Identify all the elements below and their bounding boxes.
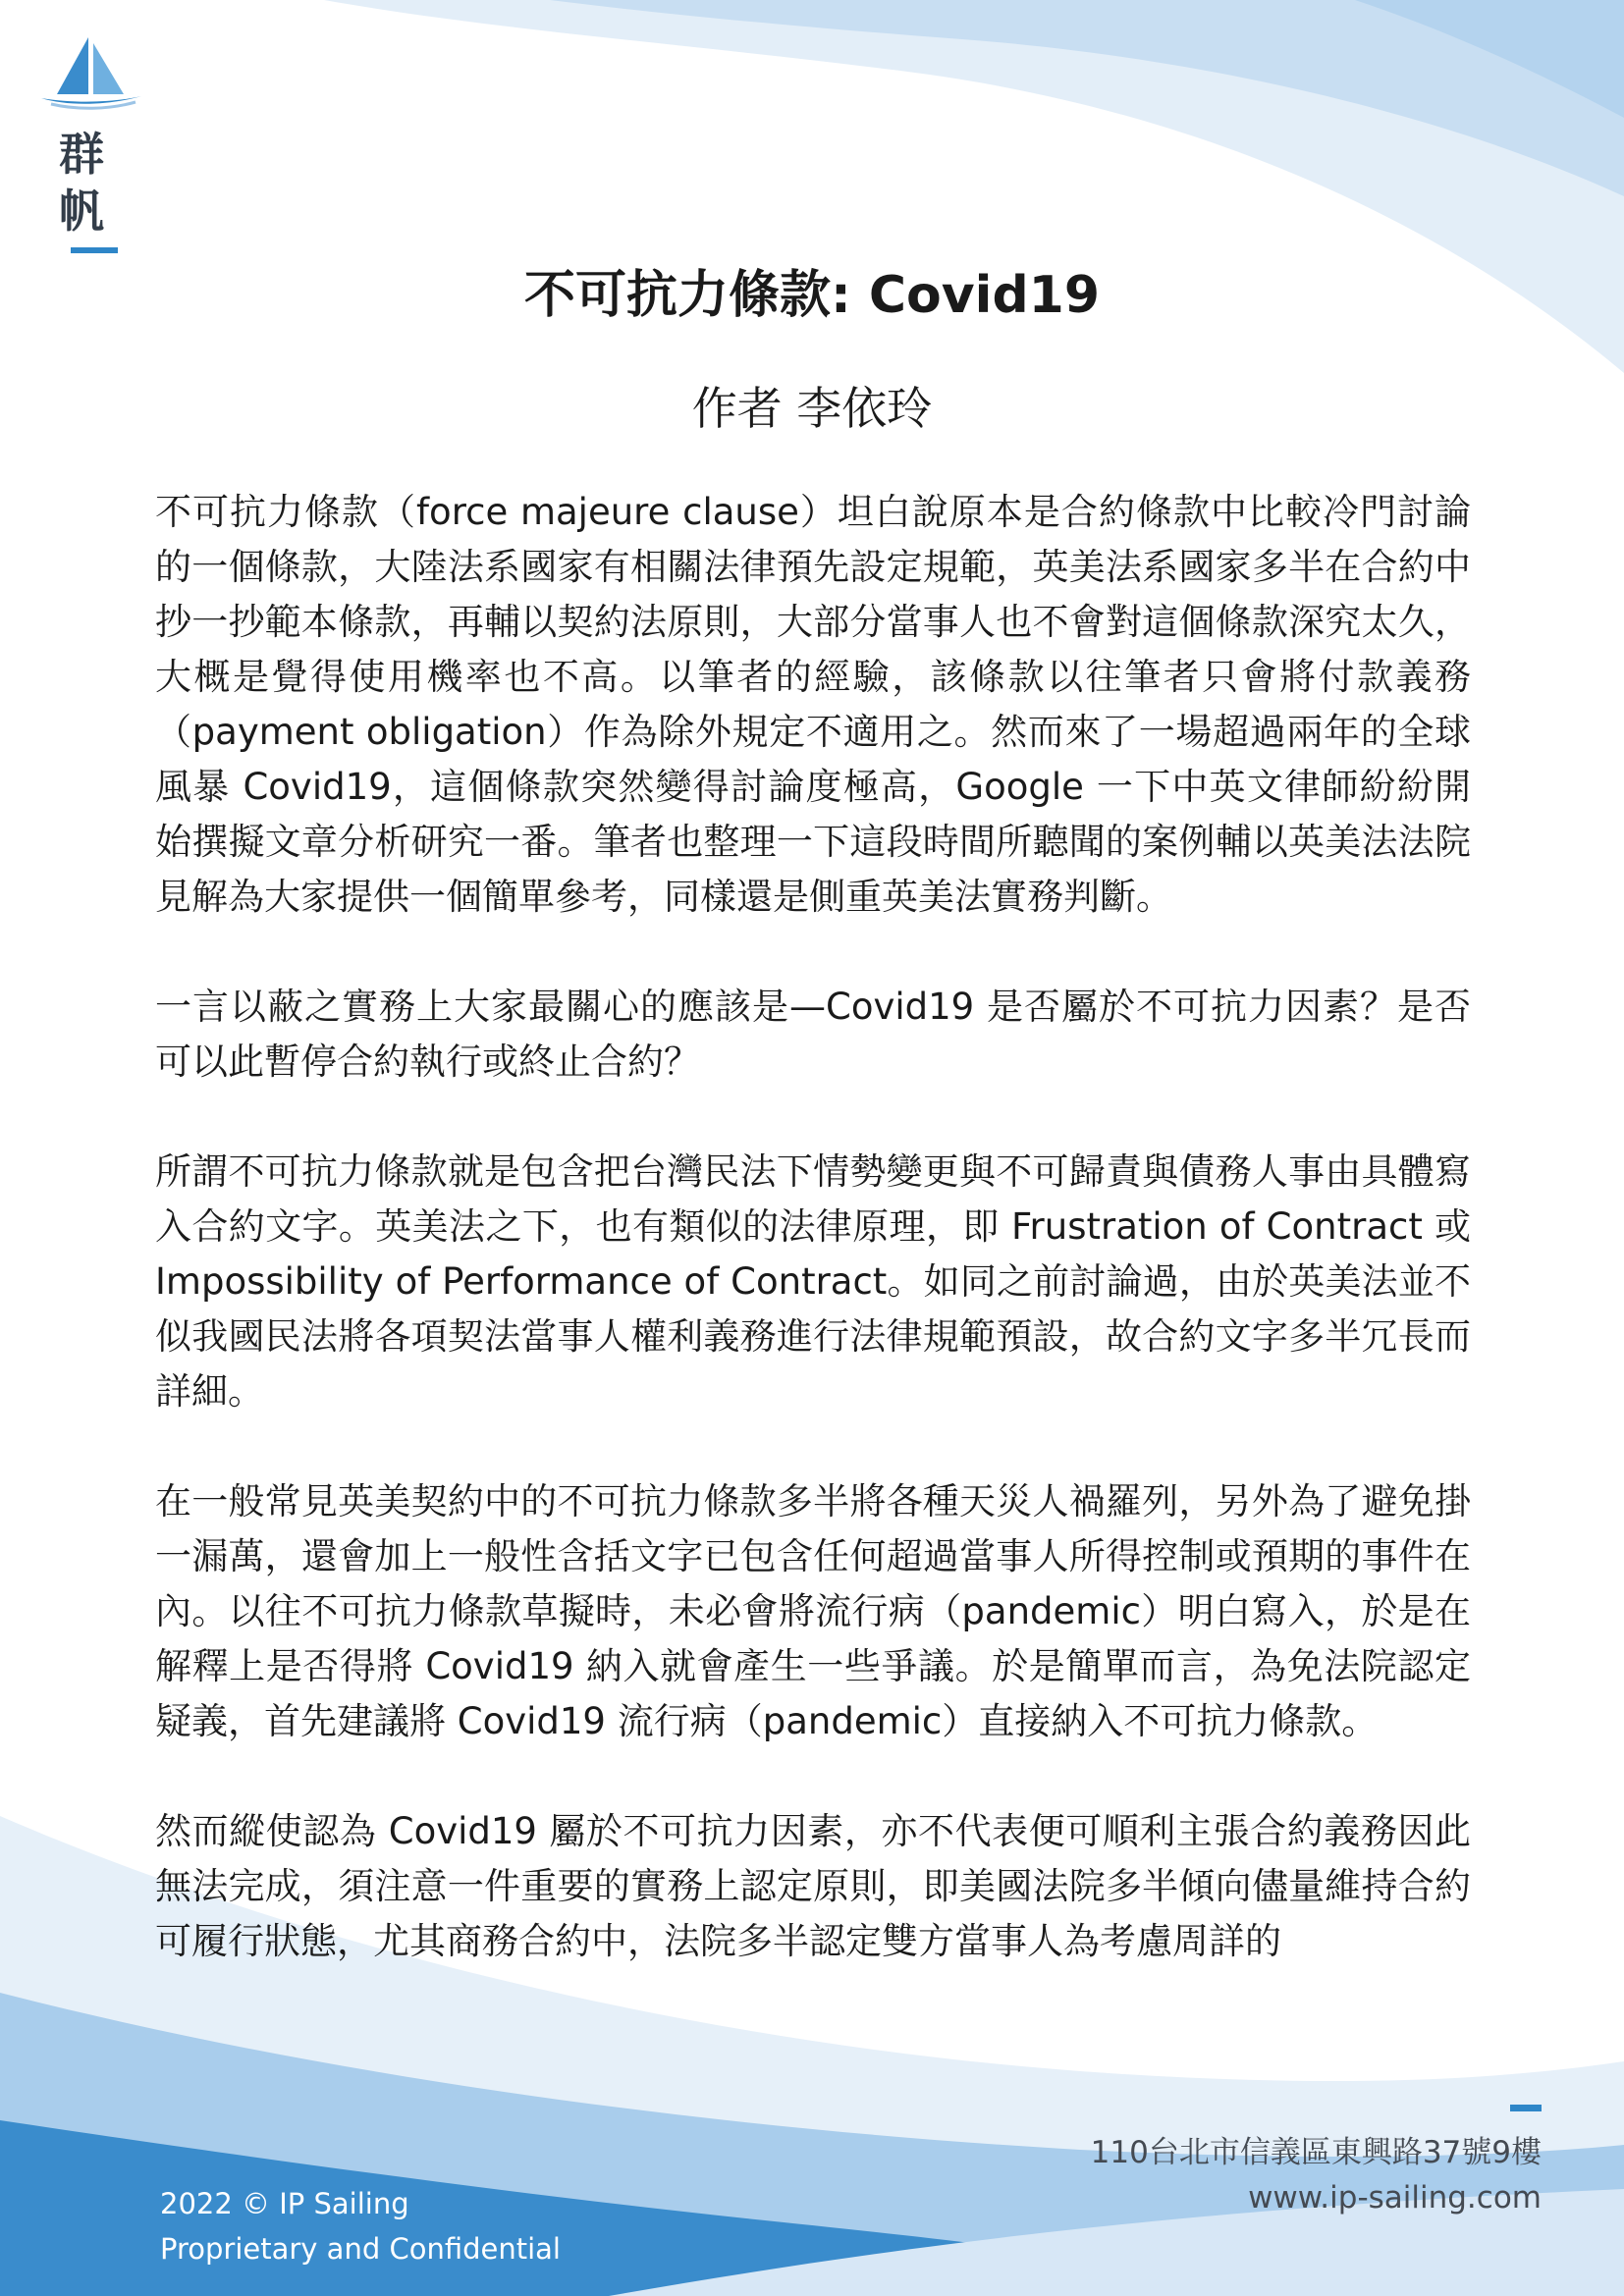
footer-legal [160,2181,561,2271]
paragraph: 一言以蔽之實務上大家最關心的應該是—Covid19 是否屬於不可抗力因素？是否可以此暫停合約執行或終止合約？ [155,986,1471,1083]
logo-char-2: 帆 [59,185,104,238]
sailboat-icon [37,33,145,112]
document-body [155,485,1471,2024]
logo-text [59,126,128,240]
footer-confidential: Proprietary and Confidential [160,2232,561,2266]
paragraph: 然而縱使認為 Covid19 屬於不可抗力因素，亦不代表便可順利主張合約義務因此無法完成，須注意一件重要的實務上認定原則，即美國法院多半傾向儘量維持合約可履行狀態，尤其商務合約中，法院多半認定雙方當事人為考慮周詳的 [155,1810,1471,1962]
footer-copyright: 2022 © IP Sailing [160,2187,409,2220]
paragraph: 所謂不可抗力條款就是包含把台灣民法下情勢變更與不可歸責與債務人事由具體寫入合約文字。英美法之下，也有類似的法律原理，即 Frustration of Contract 或 Impossibility of Performance of Contract。如同之前討論過，由於英美法並不似我國民法將各項契法當事人權利義務進行法律規範預設，故合約文字多半冗長而詳細。 [155,1150,1471,1413]
document-title: 不可抗力條款: Covid19 [523,266,1101,325]
footer-accent-bar [1510,2105,1542,2111]
paragraph: 不可抗力條款（force majeure clause）坦白說原本是合約條款中比較冷門討論的一個條款，大陸法系國家有相關法律預先設定規範，英美法系國家多半在合約中抄一抄範本條款，再輔以契約法原則，大部分當事人也不會對這個條款深究太久，大概是覺得使用機率也不高。以筆者的經驗，該條款以往筆者只會將付款義務（payment obligation）作為除外規定不適用之。然而來了一場超過兩年的全球風暴 Covid19，這個條款突然變得討論度極高，Google 一下中英文律師紛紛開始撰擬文章分析研究一番。筆者也整理一下這段時間所聽聞的案例輔以英美法法院見解為大家提供一個簡單參考，同樣還是側重英美法實務判斷。 [155,491,1471,918]
document-author: 作者 李依玲 [691,382,933,435]
company-logo [37,33,145,112]
logo-char-1: 群 [59,128,104,181]
footer-website[interactable]: www.ip-sailing.com [1248,2180,1542,2216]
paragraph: 在一般常見英美契約中的不可抗力條款多半將各種天災人禍羅列，另外為了避免掛一漏萬，還會加上一般性含括文字已包含任何超過當事人所得控制或預期的事件在內。以往不可抗力條款草擬時，未必會將流行病（pandemic）明白寫入，於是在解釋上是否得將 Covid19 納入就會產生一些爭議。於是簡單而言，為免法院認定疑義，首先建議將 Covid19 流行病（pandemic）直接納入不可抗力條款。 [155,1480,1471,1742]
footer-address: 110台北市信義區東興路37號9樓 [1090,2135,1542,2170]
footer-contact [1091,2130,1542,2220]
